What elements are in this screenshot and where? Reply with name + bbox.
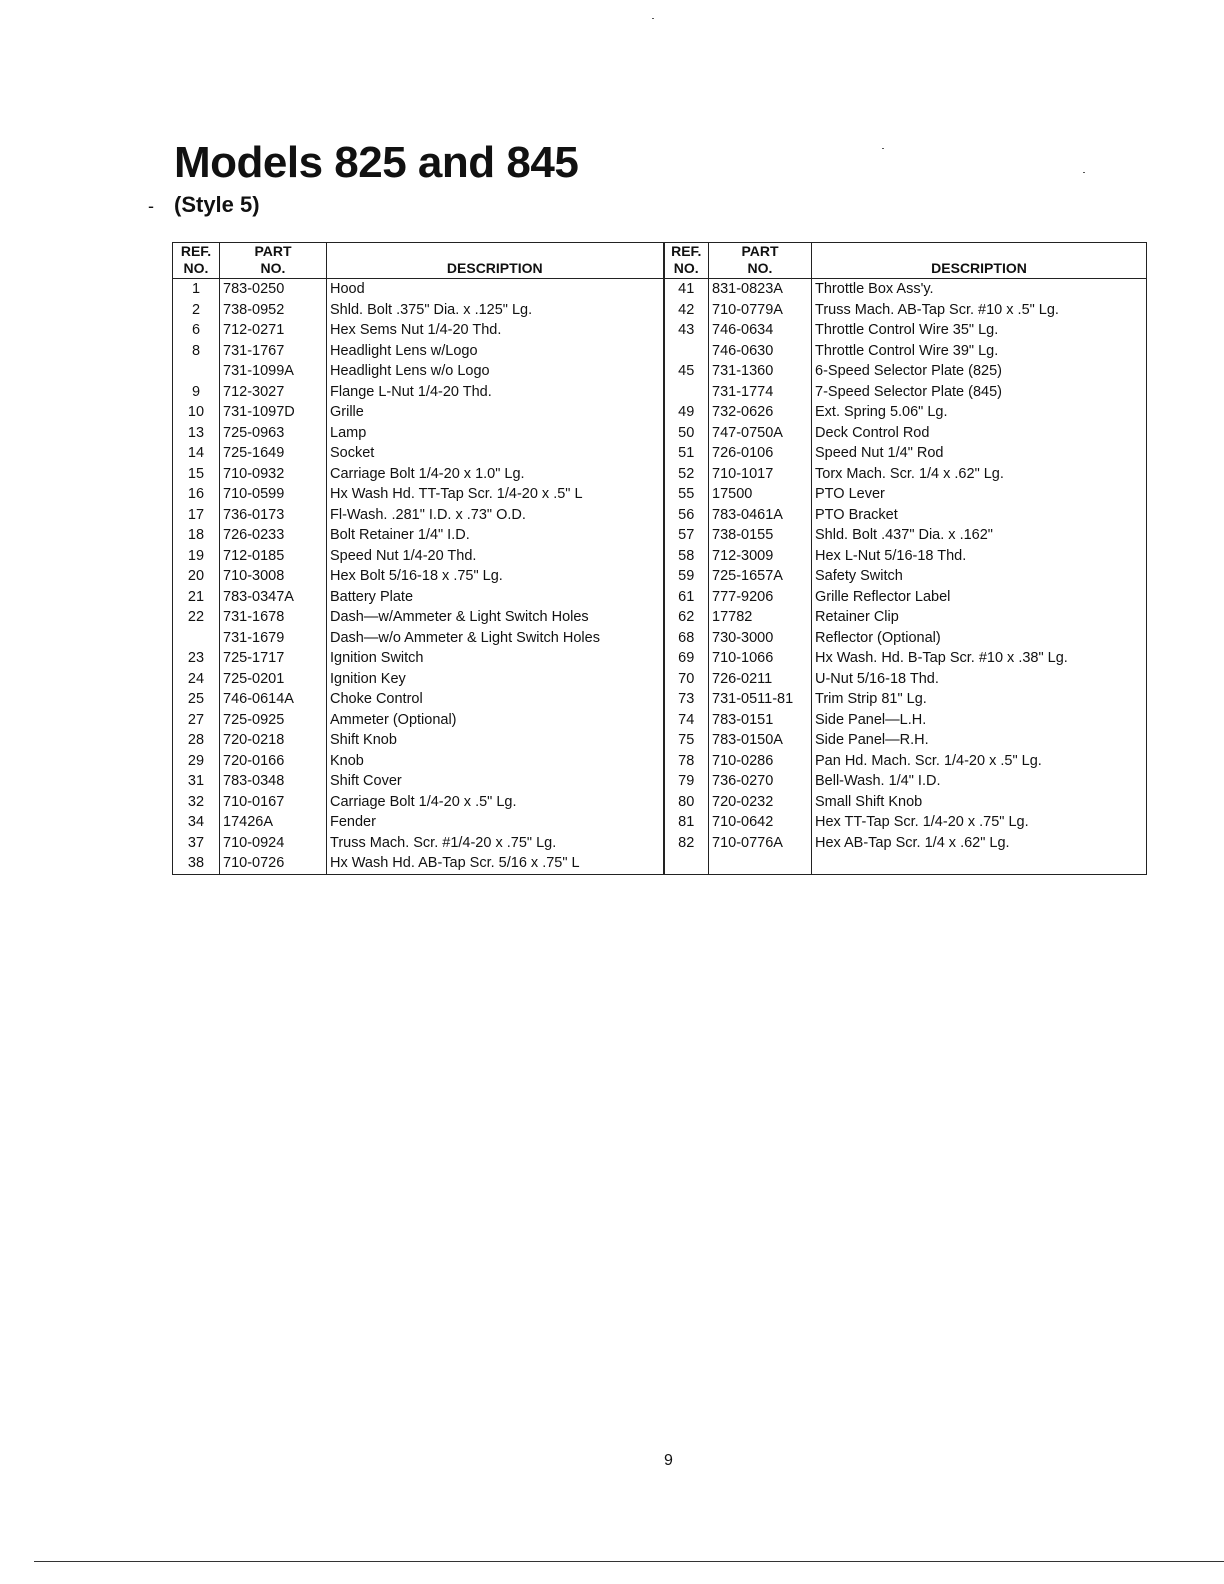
ref-no-cell-left: 38 bbox=[173, 853, 220, 874]
part-no-cell-right: 783-0461A bbox=[709, 505, 812, 526]
description-cell-left: Shift Cover bbox=[327, 771, 664, 792]
description-cell-right: Reflector (Optional) bbox=[812, 628, 1147, 649]
description-cell-left: Socket bbox=[327, 443, 664, 464]
table-row bbox=[173, 402, 1147, 423]
part-no-cell-left: 712-3027 bbox=[220, 382, 327, 403]
part-header-top-right: PART bbox=[741, 243, 779, 259]
description-cell-right: Side Panel—R.H. bbox=[812, 730, 1147, 751]
ref-no-cell-right bbox=[664, 382, 709, 403]
ref-no-cell-right: 75 bbox=[664, 730, 709, 751]
description-cell-left: Hex Sems Nut 1/4-20 Thd. bbox=[327, 320, 664, 341]
table-row bbox=[173, 361, 1147, 382]
table-row bbox=[173, 566, 1147, 587]
part-no-cell-left: 725-0201 bbox=[220, 669, 327, 690]
description-cell-right: Hx Wash. Hd. B-Tap Scr. #10 x .38" Lg. bbox=[812, 648, 1147, 669]
part-no-cell-right: 710-0286 bbox=[709, 751, 812, 772]
description-cell-right: Grille Reflector Label bbox=[812, 587, 1147, 608]
part-header-top: PART bbox=[254, 243, 292, 259]
part-no-cell-right: 710-0776A bbox=[709, 833, 812, 854]
ref-no-cell-left: 25 bbox=[173, 689, 220, 710]
part-no-cell-right: 777-9206 bbox=[709, 587, 812, 608]
table-row bbox=[173, 669, 1147, 690]
part-no-cell-left: 783-0250 bbox=[220, 279, 327, 300]
part-no-cell-left: 710-0726 bbox=[220, 853, 327, 874]
part-no-cell-right: 726-0211 bbox=[709, 669, 812, 690]
ref-no-cell-left: 19 bbox=[173, 546, 220, 567]
ref-no-cell-right: 42 bbox=[664, 300, 709, 321]
ref-no-cell-left: 29 bbox=[173, 751, 220, 772]
ref-no-cell-left: 16 bbox=[173, 484, 220, 505]
part-no-cell-left: 731-1099A bbox=[220, 361, 327, 382]
description-cell-left: Fl-Wash. .281" I.D. x .73" O.D. bbox=[327, 505, 664, 526]
description-cell-right: 7-Speed Selector Plate (845) bbox=[812, 382, 1147, 403]
part-no-header bbox=[220, 243, 327, 279]
part-no-cell-right: 731-1774 bbox=[709, 382, 812, 403]
table-row bbox=[173, 505, 1147, 526]
description-cell-left: Speed Nut 1/4-20 Thd. bbox=[327, 546, 664, 567]
table-row bbox=[173, 812, 1147, 833]
ref-no-cell-left: 22 bbox=[173, 607, 220, 628]
description-cell-left: Carriage Bolt 1/4-20 x 1.0" Lg. bbox=[327, 464, 664, 485]
ref-no-cell-right: 58 bbox=[664, 546, 709, 567]
ref-header-bottom-right: NO. bbox=[673, 260, 699, 276]
description-cell-left: Flange L-Nut 1/4-20 Thd. bbox=[327, 382, 664, 403]
part-no-cell-left: 725-0963 bbox=[220, 423, 327, 444]
part-no-cell-right: 710-1017 bbox=[709, 464, 812, 485]
description-cell-left: Shld. Bolt .375" Dia. x .125" Lg. bbox=[327, 300, 664, 321]
part-no-cell-left: 731-1767 bbox=[220, 341, 327, 362]
bottom-rule bbox=[34, 1561, 1224, 1562]
margin-dash-mark: - bbox=[148, 196, 154, 216]
table-row bbox=[173, 730, 1147, 751]
ref-no-header-right bbox=[664, 243, 709, 279]
table-row bbox=[173, 833, 1147, 854]
description-cell-left: Knob bbox=[327, 751, 664, 772]
description-header-right: DESCRIPTION bbox=[812, 243, 1147, 279]
part-no-cell-left: 720-0218 bbox=[220, 730, 327, 751]
ref-no-cell-right: 41 bbox=[664, 279, 709, 300]
ref-no-cell-right: 50 bbox=[664, 423, 709, 444]
description-cell-right: Shld. Bolt .437" Dia. x .162" bbox=[812, 525, 1147, 546]
part-no-cell-right: 720-0232 bbox=[709, 792, 812, 813]
table-row bbox=[173, 853, 1147, 874]
part-no-cell-left: 712-0185 bbox=[220, 546, 327, 567]
ref-no-cell-right: 61 bbox=[664, 587, 709, 608]
description-cell-left: Battery Plate bbox=[327, 587, 664, 608]
description-cell-left: Hx Wash Hd. AB-Tap Scr. 5/16 x .75" L bbox=[327, 853, 664, 874]
part-header-bottom-right: NO. bbox=[747, 260, 773, 276]
ref-no-cell-left: 24 bbox=[173, 669, 220, 690]
part-no-cell-left: 725-0925 bbox=[220, 710, 327, 731]
part-no-cell-left: 731-1678 bbox=[220, 607, 327, 628]
ref-no-cell-right: 59 bbox=[664, 566, 709, 587]
ref-no-cell-right: 43 bbox=[664, 320, 709, 341]
ref-no-cell-left: 9 bbox=[173, 382, 220, 403]
part-no-cell-right: 730-3000 bbox=[709, 628, 812, 649]
part-no-cell-right: 746-0630 bbox=[709, 341, 812, 362]
parts-table bbox=[172, 242, 1147, 875]
part-no-cell-right: 731-1360 bbox=[709, 361, 812, 382]
part-no-cell-left: 736-0173 bbox=[220, 505, 327, 526]
description-cell-left: Carriage Bolt 1/4-20 x .5" Lg. bbox=[327, 792, 664, 813]
description-cell-left: Fender bbox=[327, 812, 664, 833]
ref-no-cell-right: 81 bbox=[664, 812, 709, 833]
ref-no-cell-left: 14 bbox=[173, 443, 220, 464]
part-no-cell-right: 710-0779A bbox=[709, 300, 812, 321]
description-cell-right: Bell-Wash. 1/4" I.D. bbox=[812, 771, 1147, 792]
description-cell-right: Ext. Spring 5.06" Lg. bbox=[812, 402, 1147, 423]
parts-table-header bbox=[173, 243, 1147, 279]
table-row bbox=[173, 771, 1147, 792]
ref-no-cell-left bbox=[173, 361, 220, 382]
ref-header-bottom: NO. bbox=[183, 260, 209, 276]
part-no-cell-right: 731-0511-81 bbox=[709, 689, 812, 710]
ref-no-cell-right: 80 bbox=[664, 792, 709, 813]
part-no-cell-right: 746-0634 bbox=[709, 320, 812, 341]
part-no-cell-left: 710-0167 bbox=[220, 792, 327, 813]
part-no-cell-right: 712-3009 bbox=[709, 546, 812, 567]
table-row bbox=[173, 341, 1147, 362]
page-number: 9 bbox=[664, 1452, 673, 1469]
description-cell-right: Deck Control Rod bbox=[812, 423, 1147, 444]
part-header-bottom: NO. bbox=[260, 260, 286, 276]
table-row bbox=[173, 484, 1147, 505]
ref-no-cell-left: 17 bbox=[173, 505, 220, 526]
scan-speck bbox=[1083, 172, 1085, 173]
parts-table-body bbox=[173, 279, 1147, 875]
description-cell-right: Throttle Box Ass'y. bbox=[812, 279, 1147, 300]
description-header: DESCRIPTION bbox=[327, 243, 664, 279]
part-no-cell-left: 720-0166 bbox=[220, 751, 327, 772]
part-no-cell-left: 731-1679 bbox=[220, 628, 327, 649]
description-cell-right: Truss Mach. AB-Tap Scr. #10 x .5" Lg. bbox=[812, 300, 1147, 321]
description-cell-left: Hood bbox=[327, 279, 664, 300]
page-subtitle: (Style 5) bbox=[174, 192, 260, 217]
ref-no-cell-left: 34 bbox=[173, 812, 220, 833]
part-no-cell-left: 746-0614A bbox=[220, 689, 327, 710]
part-no-cell-left: 738-0952 bbox=[220, 300, 327, 321]
ref-no-cell-left: 31 bbox=[173, 771, 220, 792]
part-no-cell-left: 710-3008 bbox=[220, 566, 327, 587]
description-cell-right: Safety Switch bbox=[812, 566, 1147, 587]
ref-no-cell-left: 8 bbox=[173, 341, 220, 362]
part-no-cell-right: 725-1657A bbox=[709, 566, 812, 587]
ref-no-cell-left: 10 bbox=[173, 402, 220, 423]
ref-no-cell-left: 15 bbox=[173, 464, 220, 485]
ref-no-cell-left: 32 bbox=[173, 792, 220, 813]
description-cell-right: U-Nut 5/16-18 Thd. bbox=[812, 669, 1147, 690]
description-cell-left: Choke Control bbox=[327, 689, 664, 710]
description-cell-right: Hex TT-Tap Scr. 1/4-20 x .75" Lg. bbox=[812, 812, 1147, 833]
ref-no-cell-right: 74 bbox=[664, 710, 709, 731]
description-cell-right: Torx Mach. Scr. 1/4 x .62" Lg. bbox=[812, 464, 1147, 485]
part-no-cell-left: 712-0271 bbox=[220, 320, 327, 341]
table-row bbox=[173, 607, 1147, 628]
table-row bbox=[173, 751, 1147, 772]
ref-no-cell-right: 68 bbox=[664, 628, 709, 649]
part-no-cell-right: 17500 bbox=[709, 484, 812, 505]
part-no-cell-left: 725-1717 bbox=[220, 648, 327, 669]
ref-no-cell-left: 37 bbox=[173, 833, 220, 854]
ref-no-cell-right: 57 bbox=[664, 525, 709, 546]
ref-no-cell-left: 18 bbox=[173, 525, 220, 546]
ref-no-cell-right: 82 bbox=[664, 833, 709, 854]
description-cell-right: Pan Hd. Mach. Scr. 1/4-20 x .5" Lg. bbox=[812, 751, 1147, 772]
part-no-cell-left: 710-0932 bbox=[220, 464, 327, 485]
part-no-cell-left: 725-1649 bbox=[220, 443, 327, 464]
table-row bbox=[173, 689, 1147, 710]
ref-no-cell-right: 78 bbox=[664, 751, 709, 772]
ref-no-cell-left: 21 bbox=[173, 587, 220, 608]
table-row bbox=[173, 300, 1147, 321]
part-no-cell-right: 17782 bbox=[709, 607, 812, 628]
ref-no-cell-left: 1 bbox=[173, 279, 220, 300]
description-cell-right: Retainer Clip bbox=[812, 607, 1147, 628]
table-row bbox=[173, 648, 1147, 669]
ref-no-cell-left: 13 bbox=[173, 423, 220, 444]
part-no-cell-right: 783-0150A bbox=[709, 730, 812, 751]
ref-header-top: REF. bbox=[180, 243, 212, 259]
ref-no-cell-right: 55 bbox=[664, 484, 709, 505]
ref-no-cell-right: 79 bbox=[664, 771, 709, 792]
description-cell-right: Trim Strip 81" Lg. bbox=[812, 689, 1147, 710]
page-title: Models 825 and 845 bbox=[174, 138, 579, 187]
description-cell-right: Small Shift Knob bbox=[812, 792, 1147, 813]
table-row bbox=[173, 587, 1147, 608]
description-cell-left: Ignition Key bbox=[327, 669, 664, 690]
table-row bbox=[173, 464, 1147, 485]
ref-no-cell-right: 73 bbox=[664, 689, 709, 710]
part-no-cell-left: 783-0347A bbox=[220, 587, 327, 608]
ref-no-cell-right: 49 bbox=[664, 402, 709, 423]
part-no-cell-left: 783-0348 bbox=[220, 771, 327, 792]
part-no-cell-right: 726-0106 bbox=[709, 443, 812, 464]
table-row bbox=[173, 320, 1147, 341]
description-cell-left: Shift Knob bbox=[327, 730, 664, 751]
ref-no-cell-left: 2 bbox=[173, 300, 220, 321]
part-no-cell-left: 17426A bbox=[220, 812, 327, 833]
part-no-cell-right bbox=[709, 853, 812, 874]
description-cell-left: Ignition Switch bbox=[327, 648, 664, 669]
description-cell-left: Headlight Lens w/o Logo bbox=[327, 361, 664, 382]
table-row bbox=[173, 423, 1147, 444]
ref-no-cell-left: 6 bbox=[173, 320, 220, 341]
part-no-cell-right: 732-0626 bbox=[709, 402, 812, 423]
description-cell-right: Throttle Control Wire 39" Lg. bbox=[812, 341, 1147, 362]
ref-header-top-right: REF. bbox=[671, 243, 702, 259]
ref-no-cell-right: 45 bbox=[664, 361, 709, 382]
description-cell-right: Hex AB-Tap Scr. 1/4 x .62" Lg. bbox=[812, 833, 1147, 854]
header-row bbox=[173, 243, 1147, 279]
table-row bbox=[173, 546, 1147, 567]
ref-no-cell-right: 62 bbox=[664, 607, 709, 628]
description-cell-left: Ammeter (Optional) bbox=[327, 710, 664, 731]
table-row bbox=[173, 628, 1147, 649]
ref-no-cell-right bbox=[664, 853, 709, 874]
table-row bbox=[173, 792, 1147, 813]
ref-no-cell-left: 20 bbox=[173, 566, 220, 587]
part-no-cell-right: 831-0823A bbox=[709, 279, 812, 300]
description-cell-left: Dash—w/o Ammeter & Light Switch Holes bbox=[327, 628, 664, 649]
ref-no-cell-right: 51 bbox=[664, 443, 709, 464]
ref-no-header bbox=[173, 243, 220, 279]
table-row bbox=[173, 710, 1147, 731]
table-row bbox=[173, 382, 1147, 403]
description-cell-right bbox=[812, 853, 1147, 874]
description-cell-left: Grille bbox=[327, 402, 664, 423]
ref-no-cell-right: 52 bbox=[664, 464, 709, 485]
description-cell-right: Throttle Control Wire 35" Lg. bbox=[812, 320, 1147, 341]
ref-no-cell-right: 56 bbox=[664, 505, 709, 526]
table-row bbox=[173, 279, 1147, 300]
description-cell-left: Headlight Lens w/Logo bbox=[327, 341, 664, 362]
description-cell-right: 6-Speed Selector Plate (825) bbox=[812, 361, 1147, 382]
description-cell-right: Hex L-Nut 5/16-18 Thd. bbox=[812, 546, 1147, 567]
description-cell-left: Hex Bolt 5/16-18 x .75" Lg. bbox=[327, 566, 664, 587]
part-no-cell-left: 710-0599 bbox=[220, 484, 327, 505]
table-row bbox=[173, 443, 1147, 464]
description-cell-right: PTO Bracket bbox=[812, 505, 1147, 526]
part-no-cell-left: 731-1097D bbox=[220, 402, 327, 423]
ref-no-cell-right: 69 bbox=[664, 648, 709, 669]
description-cell-left: Bolt Retainer 1/4" I.D. bbox=[327, 525, 664, 546]
description-cell-left: Lamp bbox=[327, 423, 664, 444]
ref-no-cell-left: 28 bbox=[173, 730, 220, 751]
description-cell-left: Truss Mach. Scr. #1/4-20 x .75" Lg. bbox=[327, 833, 664, 854]
scan-speck bbox=[652, 18, 654, 19]
description-cell-left: Hx Wash Hd. TT-Tap Scr. 1/4-20 x .5" L bbox=[327, 484, 664, 505]
part-no-cell-right: 747-0750A bbox=[709, 423, 812, 444]
part-no-cell-right: 710-0642 bbox=[709, 812, 812, 833]
description-cell-left: Dash—w/Ammeter & Light Switch Holes bbox=[327, 607, 664, 628]
part-no-cell-right: 710-1066 bbox=[709, 648, 812, 669]
part-no-cell-right: 783-0151 bbox=[709, 710, 812, 731]
part-no-cell-right: 736-0270 bbox=[709, 771, 812, 792]
description-cell-right: Side Panel—L.H. bbox=[812, 710, 1147, 731]
part-no-cell-left: 710-0924 bbox=[220, 833, 327, 854]
ref-no-cell-right: 70 bbox=[664, 669, 709, 690]
part-no-cell-right: 738-0155 bbox=[709, 525, 812, 546]
ref-no-cell-left bbox=[173, 628, 220, 649]
ref-no-cell-left: 27 bbox=[173, 710, 220, 731]
description-cell-right: PTO Lever bbox=[812, 484, 1147, 505]
part-no-header-right bbox=[709, 243, 812, 279]
description-cell-right: Speed Nut 1/4" Rod bbox=[812, 443, 1147, 464]
table-row bbox=[173, 525, 1147, 546]
ref-no-cell-left: 23 bbox=[173, 648, 220, 669]
ref-no-cell-right bbox=[664, 341, 709, 362]
part-no-cell-left: 726-0233 bbox=[220, 525, 327, 546]
scan-speck bbox=[882, 148, 884, 149]
